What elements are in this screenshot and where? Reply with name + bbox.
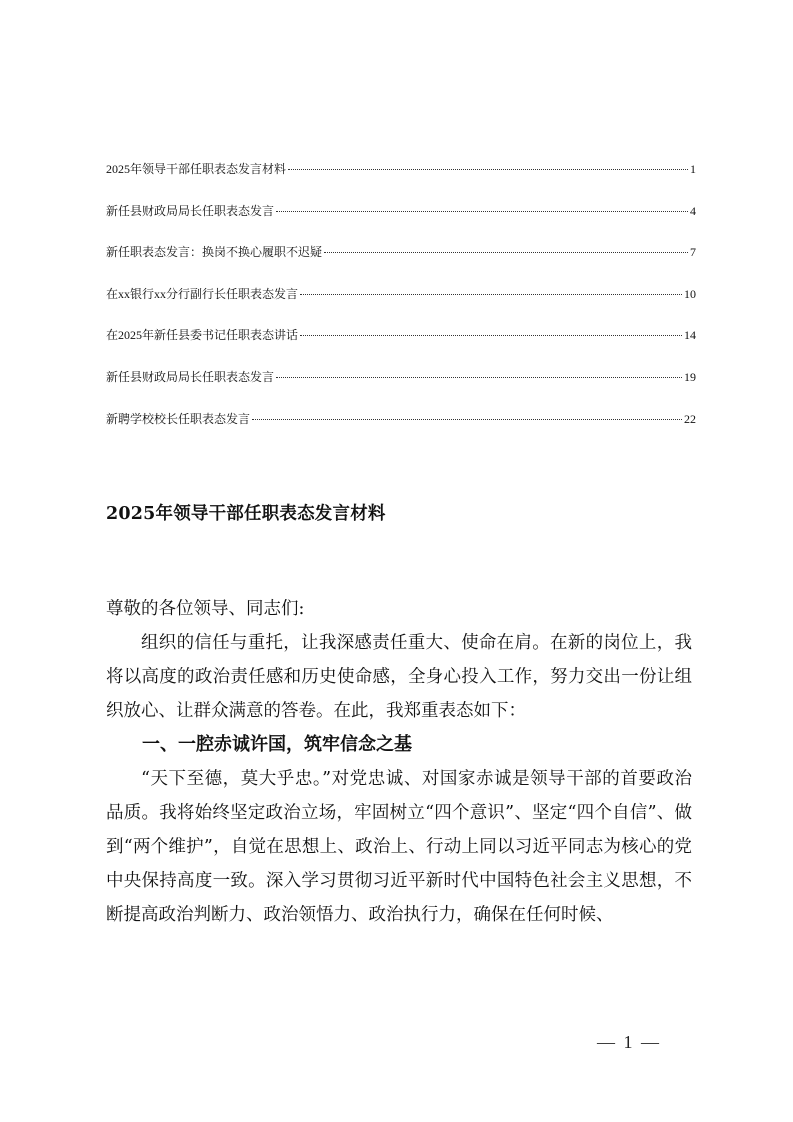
toc-leader-dots <box>300 335 682 336</box>
toc-leader-dots <box>300 294 682 295</box>
toc-entry[interactable] <box>106 328 696 342</box>
section-paragraph: “天下至德，莫大乎忠。”对党忠诚、对国家赤诚是领导干部的首要政治品质。我将始终坚定政治立场，牢固树立“四个意识”、坚定“四个自信”、做到“两个维护”，自觉在思想上、政治上、行动上同以习近平同志为核心的党中央保持高度一致。深入学习贯彻习近平新时代中国特色社会主义思想，不断提高政治判断力、政治领悟力、政治执行力，确保在任何时候、 <box>106 769 692 925</box>
toc-entry[interactable] <box>106 245 696 259</box>
toc-entry[interactable] <box>106 412 696 426</box>
toc-entry-title: 2025年领导干部任职表态发言材料 <box>106 162 287 176</box>
toc-entry-title: 在xx银行xx分行副行长任职表态发言 <box>106 286 299 301</box>
section-heading: 一、一腔赤诚许国，筑牢信念之基 <box>142 734 412 755</box>
toc-leader-dots <box>252 419 682 420</box>
intro-paragraph: 组织的信任与重托，让我深感责任重大、使命在肩。在新的岗位上，我将以高度的政治责任感和历史使命感，全身心投入工作，努力交出一份让组织放心、让群众满意的答卷。在此，我郑重表态如下： <box>106 633 692 721</box>
toc-entry-title: 新任职表态发言：换岗不换心履职不迟疑 <box>106 245 323 260</box>
table-of-contents <box>106 162 696 453</box>
toc-entry-title: 新聘学校校长任职表态发言 <box>106 411 251 426</box>
toc-entry[interactable] <box>106 370 696 384</box>
toc-entry-title: 在2025年新任县委书记任职表态讲话 <box>106 328 299 343</box>
toc-entry-page: 14 <box>684 328 696 343</box>
toc-entry[interactable] <box>106 287 696 301</box>
toc-entry[interactable] <box>106 204 696 218</box>
toc-leader-dots <box>276 211 688 212</box>
toc-entry[interactable] <box>106 162 696 176</box>
salutation: 尊敬的各位领导、同志们: <box>106 599 305 619</box>
toc-entry-page: 1 <box>690 162 696 176</box>
toc-leader-dots <box>288 169 688 170</box>
document-title: 2025年领导干部任职表态发言材料 <box>106 504 386 524</box>
toc-entry-title: 新任县财政局局长任职表态发言 <box>106 369 275 384</box>
toc-entry-page: 22 <box>684 411 696 426</box>
toc-entry-page: 7 <box>690 245 696 260</box>
document-body <box>106 592 692 932</box>
toc-leader-dots <box>276 377 682 378</box>
toc-entry-page: 10 <box>684 286 696 301</box>
toc-entry-title: 新任县财政局局长任职表态发言 <box>106 203 275 218</box>
toc-entry-page: 19 <box>684 369 696 384</box>
toc-leader-dots <box>324 252 688 253</box>
toc-entry-page: 4 <box>690 203 696 218</box>
page-number: — 1 — <box>597 1032 661 1052</box>
